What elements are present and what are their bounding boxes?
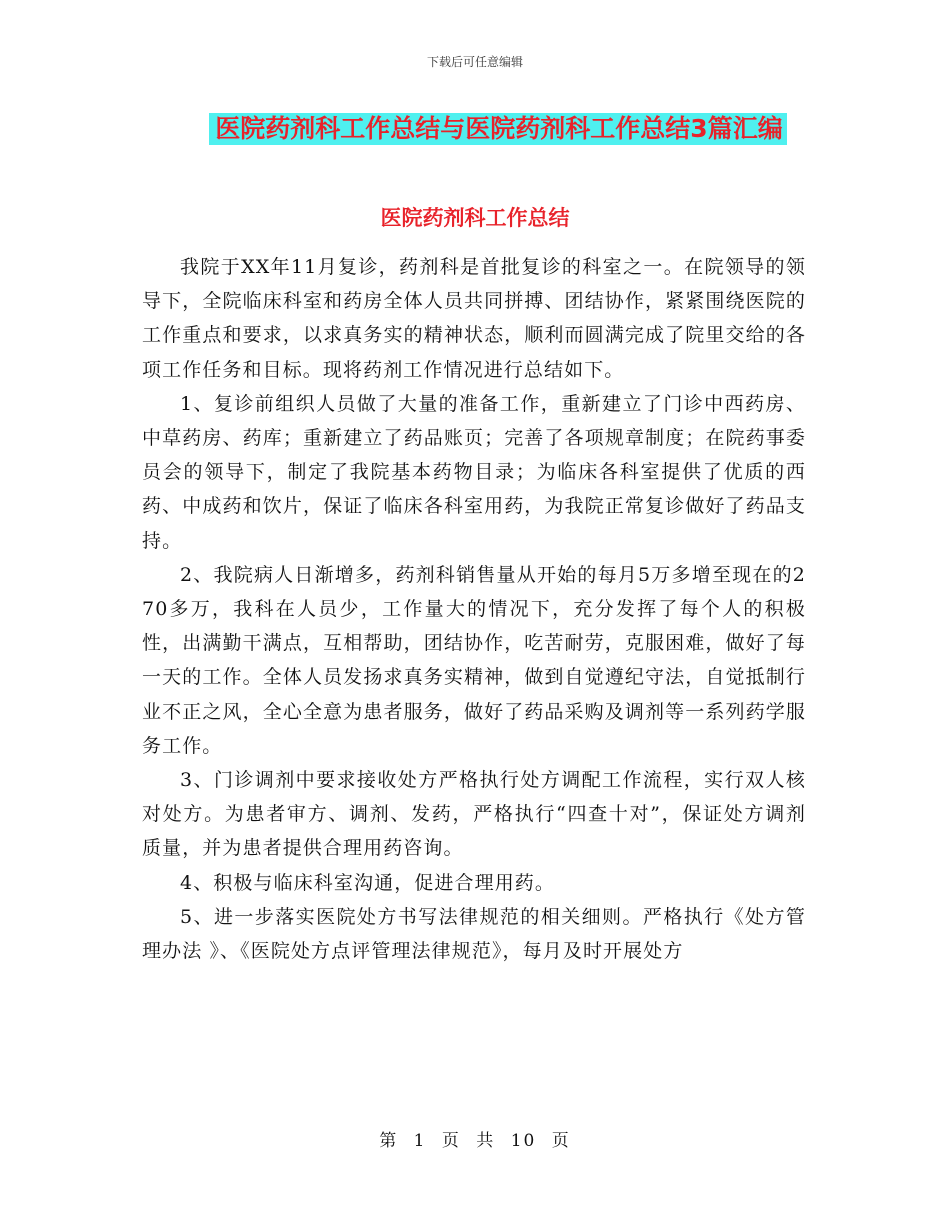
paragraph-intro: 我院于XX年11月复诊，药剂科是首批复诊的科室之一。在院领导的领导下，全院临床科室和药房全体人员共同拼搏、团结协作，紧紧围绕医院的工作重点和要求，以求真务实的精神状态，顺利而圆满完成了院里交给的各项工作任务和目标。现将药剂工作情况进行总结如下。 [142, 256, 806, 381]
section-title: 医院药剂科工作总结 [380, 206, 570, 230]
footer-suffix: 页 [551, 1131, 571, 1151]
page-footer [0, 1126, 950, 1151]
document-body [142, 250, 806, 968]
paragraph-item-3: 3、门诊调剂中要求接收处方严格执行处方调配工作流程，实行双人核对处方。为患者审方、调剂、发药，严格执行“四查十对”，保证处方调剂质量，并为患者提供合理用药咨询。 [142, 769, 806, 860]
footer-total-prefix: 共 [476, 1131, 496, 1151]
paragraph-item-1: 1、复诊前组织人员做了大量的准备工作，重新建立了门诊中西药房、中草药房、药库；重新建立了药品账页；完善了各项规章制度；在院药事委员会的领导下，制定了我院基本药物目录；为临床各科室提供了优质的西药、中成药和饮片，保证了临床各科室用药，为我院正常复诊做好了药品支持。 [142, 392, 806, 552]
main-title-container [0, 113, 950, 145]
footer-page-word: 页 [441, 1131, 461, 1151]
footer-total-pages: 10 [510, 1131, 537, 1151]
paragraph-item-5: 5、进一步落实医院处方书写法律规范的相关细则。严格执行《处方管理办法 》、《医院处方点评管理法律规范》，每月及时开展处方 [142, 905, 806, 963]
paragraph-item-2: 2、我院病人日渐增多，药剂科销售量从开始的每月5万多增至现在的270多万，我科在人员少，工作量大的情况下，充分发挥了每个人的积极性，出满勤干满点，互相帮助，团结协作，吃苦耐劳，克服困难，做好了每一天的工作。全体人员发扬求真务实精神，做到自觉遵纪守法，自觉抵制行业不正之风，全心全意为患者服务，做好了药品采购及调剂等一系列药学服务工作。 [142, 563, 806, 757]
document-main-title: 医院药剂科工作总结与医院药剂科工作总结3篇汇编 [209, 113, 786, 145]
header-note: 下载后可任意编辑 [426, 55, 523, 69]
paragraph-item-4: 4、积极与临床科室沟通，促进合理用药。 [180, 871, 555, 894]
footer-prefix: 第 [379, 1131, 399, 1151]
footer-current-page: 1 [413, 1131, 427, 1151]
